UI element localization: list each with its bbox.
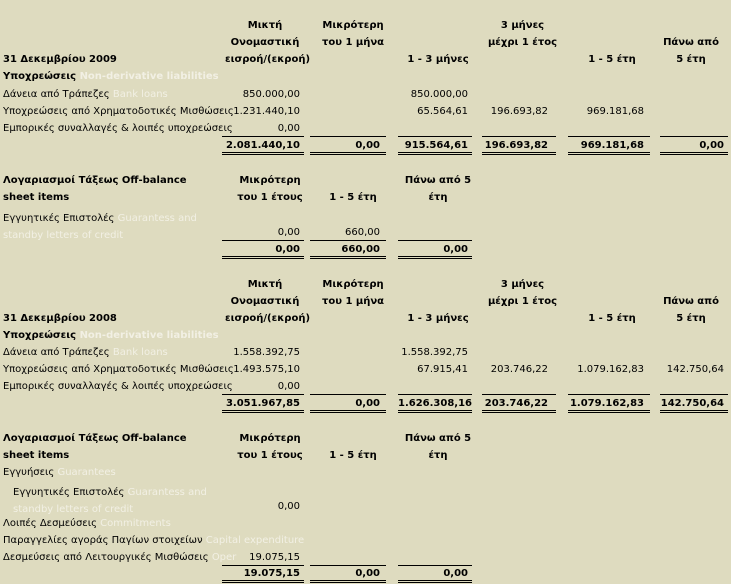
col-header-gross: Μικτή Ονομαστική εισροή/(εκροή) xyxy=(225,279,311,324)
total: 0,00 xyxy=(443,568,468,579)
total: 1.626.308,16 xyxy=(398,398,473,409)
cell: 19.075,15 xyxy=(249,552,300,563)
total: 0,00 xyxy=(355,568,380,579)
total: 142.750,64 xyxy=(660,398,724,409)
row-label-en: Guarantess and standby letters of credit xyxy=(3,213,197,241)
double-rule xyxy=(568,152,650,155)
row-bank-loans-2009 xyxy=(3,89,168,101)
cell: 660,00 xyxy=(345,227,380,238)
row-label-en: Guarantess and standby letters of credit xyxy=(13,487,207,515)
rule xyxy=(398,565,472,566)
cell: 65.564,61 xyxy=(417,106,468,117)
rule xyxy=(398,240,472,241)
cell: 850.000,00 xyxy=(242,89,300,100)
row-leases-2008: Υποχρεώσεις από Χρηματοδοτικές Μισθώσεις xyxy=(3,364,234,375)
rule xyxy=(310,240,386,241)
rule xyxy=(222,136,304,137)
row-label-gr: Δάνεια από Τράπεζες xyxy=(3,347,110,358)
col-header-under-1-month: Μικρότερη του 1 μήνα xyxy=(321,279,385,307)
cell: 203.746,22 xyxy=(490,364,548,375)
total: 0,00 xyxy=(355,140,380,151)
row-label-en: Commitments xyxy=(100,518,171,529)
ob-header-over-5-years: Πάνω από 5 έτη xyxy=(404,433,472,461)
row-guarantee-letters-2008 xyxy=(13,484,221,518)
rule xyxy=(310,136,386,137)
cell: 1.493.575,10 xyxy=(233,364,300,375)
row-label-en: Guarantees xyxy=(57,467,116,478)
rule xyxy=(482,394,556,395)
row-capex-2008 xyxy=(3,535,304,547)
row-commitments-2008 xyxy=(3,518,171,530)
row-label-gr: Παραγγελίες αγοράς Παγίων στοιχείων xyxy=(3,535,203,546)
ob-header-over-5-years: Πάνω από 5 έτη xyxy=(404,175,472,203)
rule xyxy=(398,136,472,137)
ob-header-1-5-years: 1 - 5 έτη xyxy=(329,192,377,203)
liabilities-en: Non-derivative liabilities xyxy=(79,330,219,341)
period-date-2008: 31 Δεκεμβρίου 2008 xyxy=(3,313,117,324)
double-rule xyxy=(222,256,304,259)
double-rule xyxy=(222,580,304,583)
liabilities-en: Non-derivative liabilities xyxy=(79,71,219,82)
double-rule xyxy=(398,256,472,259)
row-label-en: Bank loans xyxy=(112,347,168,358)
cell: 1.558.392,75 xyxy=(233,347,300,358)
rule xyxy=(222,240,304,241)
cell: 969.181,68 xyxy=(586,106,644,117)
total: 0,00 xyxy=(443,244,468,255)
row-label-gr: Εγγυήσεις xyxy=(3,467,55,478)
row-trade-payables-2009: Εμπορικές συναλλαγές & λοιπές υποχρεώσεις xyxy=(3,123,233,134)
liabilities-label-2009 xyxy=(3,71,219,83)
col-header-over-5-years: Πάνω από 5 έτη xyxy=(663,37,719,65)
col-header-over-5-years: Πάνω από 5 έτη xyxy=(663,296,719,324)
rule xyxy=(310,394,386,395)
double-rule xyxy=(310,410,386,413)
double-rule xyxy=(398,580,472,583)
row-label-gr: Δάνεια από Τράπεζες xyxy=(3,89,110,100)
total: 19.075,15 xyxy=(243,568,300,579)
double-rule xyxy=(310,152,386,155)
cell: 142.750,64 xyxy=(666,364,724,375)
cell: 0,00 xyxy=(277,227,300,238)
col-header-under-1-month: Μικρότερη του 1 μήνα xyxy=(321,20,385,48)
col-header-1-3-months: 1 - 3 μήνες xyxy=(407,313,469,324)
row-label-gr: Εγγυητικές Επιστολές xyxy=(13,487,125,498)
col-header-3-12-months: 3 μήνες μέχρι 1 έτος xyxy=(487,20,558,48)
col-header-1-3-months: 1 - 3 μήνες xyxy=(407,54,469,65)
col-header-gross: Μικτή Ονομαστική εισροή/(εκροή) xyxy=(225,20,311,65)
col-header-1-5-years: 1 - 5 έτη xyxy=(588,313,636,324)
row-label-gr: Λοιπές Δεσμεύσεις xyxy=(3,518,97,529)
row-guarantees-2008 xyxy=(3,467,116,479)
row-trade-payables-2008: Εμπορικές συναλλαγές & λοιπές υποχρεώσεις xyxy=(3,381,233,392)
row-leases-2009: Υποχρεώσεις από Χρηματοδοτικές Μισθώσεις xyxy=(3,106,234,117)
double-rule xyxy=(482,152,556,155)
row-label-en: Oper xyxy=(211,552,237,563)
row-guarantee-letters-2009 xyxy=(3,210,221,244)
cell: 1.079.162,83 xyxy=(577,364,644,375)
off-balance-title-2009: Λογαριασμοί Τάξεως Off-balance sheet items xyxy=(3,175,187,203)
ob-header-under-1-year: Μικρότερη του 1 έτους xyxy=(237,175,303,203)
total: 203.746,22 xyxy=(484,398,548,409)
row-label-en: Capital expenditure xyxy=(205,535,305,546)
rule xyxy=(568,136,650,137)
cell: 850.000,00 xyxy=(410,89,468,100)
total: 660,00 xyxy=(341,244,380,255)
total: 969.181,68 xyxy=(580,140,644,151)
cell: 0,00 xyxy=(277,123,300,134)
cell: 1.231.440,10 xyxy=(233,106,300,117)
double-rule xyxy=(660,410,728,413)
double-rule xyxy=(660,152,728,155)
col-header-1-5-years: 1 - 5 έτη xyxy=(588,54,636,65)
liabilities-gr: Υποχρεώσεις xyxy=(3,330,77,341)
ob-header-under-1-year: Μικρότερη του 1 έτους xyxy=(237,433,303,461)
total: 0,00 xyxy=(355,398,380,409)
total: 196.693,82 xyxy=(484,140,548,151)
double-rule xyxy=(568,410,650,413)
rule xyxy=(660,136,728,137)
row-operating-leases-2008 xyxy=(3,552,236,564)
liabilities-gr: Υποχρεώσεις xyxy=(3,71,77,82)
double-rule xyxy=(310,256,386,259)
rule xyxy=(398,394,472,395)
total: 1.079.162,83 xyxy=(569,398,644,409)
total: 2.081.440,10 xyxy=(225,140,300,151)
double-rule xyxy=(398,152,472,155)
double-rule xyxy=(222,152,304,155)
rule xyxy=(568,394,650,395)
rule xyxy=(660,394,728,395)
double-rule xyxy=(482,410,556,413)
total: 0,00 xyxy=(699,140,724,151)
rule xyxy=(482,136,556,137)
row-label-gr: Δεσμεύσεις από Λειτουργικές Μισθώσεις xyxy=(3,552,209,563)
row-bank-loans-2008 xyxy=(3,347,168,359)
double-rule xyxy=(310,580,386,583)
rule xyxy=(310,565,386,566)
total: 915.564,61 xyxy=(404,140,468,151)
double-rule xyxy=(398,410,472,413)
period-date-2009: 31 Δεκεμβρίου 2009 xyxy=(3,54,117,65)
row-label-en: Bank loans xyxy=(112,89,168,100)
row-label-gr: Εγγυητικές Επιστολές xyxy=(3,213,115,224)
total: 3.051.967,85 xyxy=(225,398,300,409)
cell: 67.915,41 xyxy=(417,364,468,375)
liabilities-label-2008 xyxy=(3,330,219,342)
cell: 0,00 xyxy=(277,381,300,392)
col-header-3-12-months: 3 μήνες μέχρι 1 έτος xyxy=(487,279,558,307)
total: 0,00 xyxy=(275,244,300,255)
cell: 196.693,82 xyxy=(490,106,548,117)
double-rule xyxy=(222,410,304,413)
rule xyxy=(222,394,304,395)
off-balance-title-2008: Λογαριασμοί Τάξεως Off-balance sheet items xyxy=(3,433,187,461)
ob-header-1-5-years: 1 - 5 έτη xyxy=(329,450,377,461)
cell: 0,00 xyxy=(277,501,300,512)
cell: 1.558.392,75 xyxy=(401,347,468,358)
rule xyxy=(222,565,304,566)
